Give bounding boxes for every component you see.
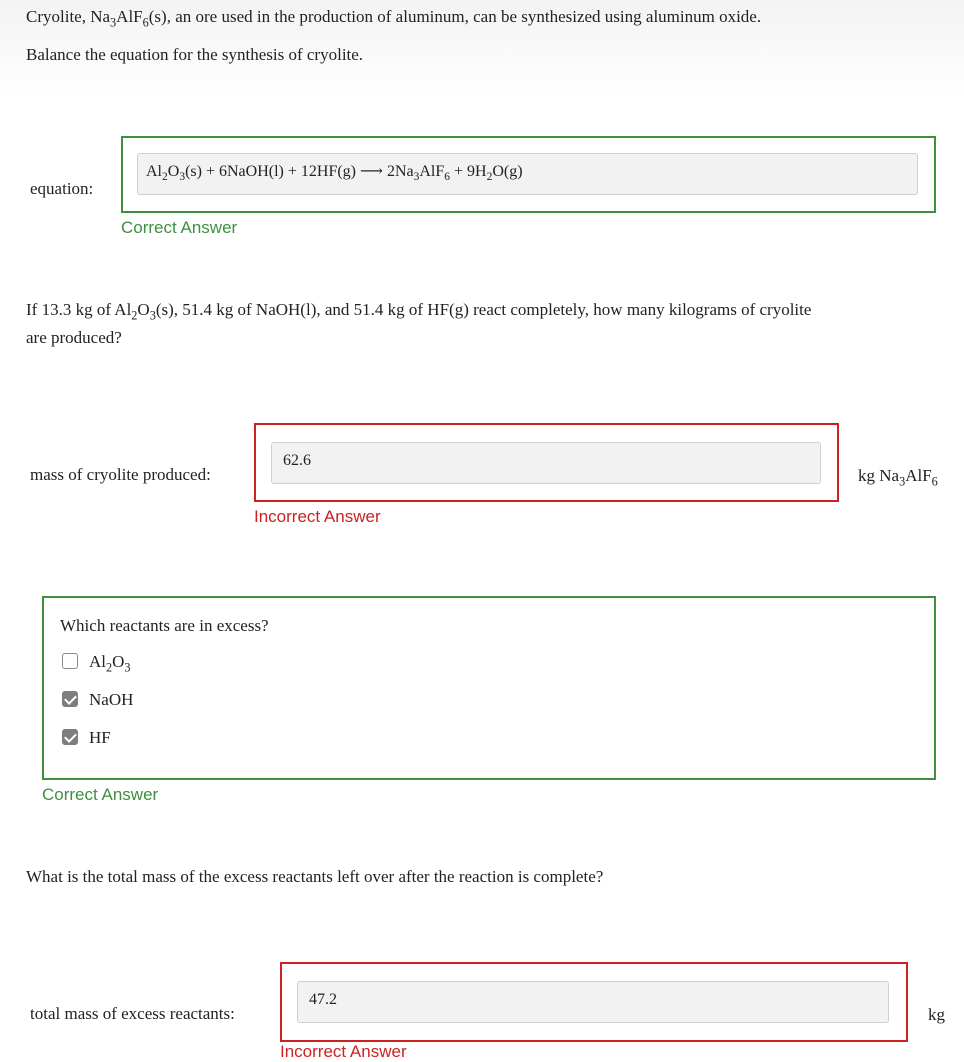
q4-feedback: Incorrect Answer (280, 1042, 407, 1061)
option-label-al2o3: $Al_2O_3$ (89, 652, 131, 675)
q2-unit: kg $Na_3AlF_6$ (858, 466, 938, 489)
q3-feedback: Correct Answer (42, 785, 159, 804)
checkbox-al2o3[interactable] (62, 653, 78, 669)
q3-prompt: Which reactants are in excess? (60, 616, 269, 635)
excess-mass-input[interactable]: 47.2 (297, 981, 889, 1023)
checkbox-hf[interactable] (62, 729, 78, 745)
q2-feedback: Incorrect Answer (254, 507, 381, 526)
q4-label: total mass of excess reactants: (30, 1004, 235, 1023)
q1-prompt: Balance the equation for the synthesis of cryolite. (26, 45, 364, 64)
q1-label: equation: (30, 179, 94, 198)
q4-prompt: What is the total mass of the excess reactants left over after the reaction is complete? (26, 867, 604, 886)
reaction-arrow-icon: ⟶ (360, 163, 383, 180)
q1-feedback: Correct Answer (121, 218, 238, 237)
q2-prompt-line2: are produced? (26, 328, 122, 347)
q4-unit: kg (928, 1005, 945, 1024)
intro-text: Cryolite, $Na_3AlF_6(s)$, an ore used in the production of aluminum, can be synthesized using aluminum oxide. (26, 7, 762, 30)
option-label-naoh: NaOH (89, 690, 134, 709)
checkbox-naoh[interactable] (62, 691, 78, 707)
equation-field[interactable]: $Al_2O_3(s)$ + 6NaOH(l) + 12HF(g) ⟶ $2Na_3AlF_6 + 9H_2O(g)$ (137, 153, 918, 195)
q2-label: mass of cryolite produced: (30, 465, 211, 484)
q2-prompt-line1: If 13.3 kg of $Al_2O_3(s)$, 51.4 kg of NaOH(l), and 51.4 kg of HF(g) react completely, how many kilograms of cryolite (26, 300, 812, 323)
option-label-hf: HF (89, 728, 111, 747)
cryolite-mass-input[interactable]: 62.6 (271, 442, 821, 484)
